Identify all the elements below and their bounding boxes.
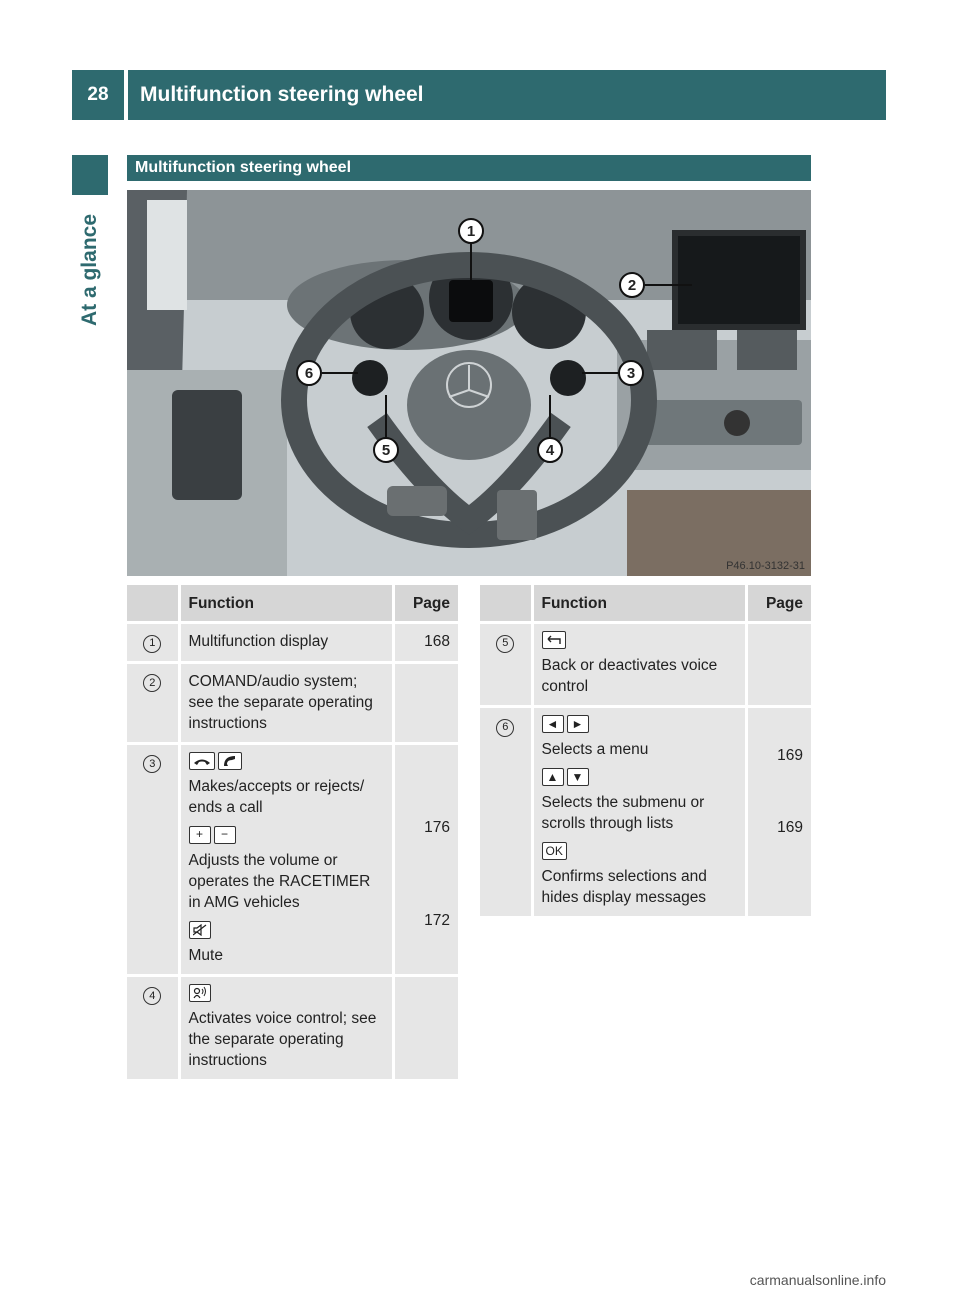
page-header: Page [746,585,811,623]
page-header-title: Multifunction steering wheel [128,70,886,120]
page-header: Page [393,585,458,623]
mute-icon [189,921,211,939]
page-ref: 168 [393,623,458,663]
page-ref [746,623,811,707]
callout-lines [127,190,811,576]
volume-down-key: − [214,826,236,844]
figure-code: P46.10-3132-31 [726,560,805,572]
row-number: 6 [496,719,514,737]
num-header [127,585,179,623]
table-row [127,623,458,663]
function-text: Mute [188,946,223,964]
page-ref: 176 [424,818,450,836]
row-number: 4 [143,987,161,1005]
function-text: Adjusts the volume or operates the RACETIMER in AMG vehicles [188,851,371,911]
function-text: Makes/accepts or rejects/ ends a call [188,777,365,816]
left-arrow-key: ◄ [542,715,564,733]
page-ref [393,975,458,1080]
table-row [127,975,458,1080]
right-arrow-key: ► [567,715,589,733]
row-number: 1 [143,635,161,653]
page-ref: 169 [777,819,803,836]
function-text: Multifunction display [179,623,393,663]
volume-up-key: + [189,826,211,844]
page-ref [393,662,458,743]
function-text: Back or deactivates voice control [541,657,718,695]
table-row [127,662,458,743]
row-number: 2 [143,674,161,692]
page-number: 28 [72,70,124,120]
function-header: Function [179,585,393,623]
page-ref: 172 [424,911,450,929]
down-arrow-key: ▼ [567,768,589,786]
phone-hangup-icon [189,752,215,770]
callout-6: 6 [296,360,322,386]
footer-watermark: carmanualsonline.info [749,1272,886,1288]
function-table-left [127,585,458,1082]
table-row [480,623,811,707]
num-header [480,585,532,623]
table-header-row [127,585,458,623]
function-header: Function [532,585,746,623]
callout-2: 2 [619,272,645,298]
side-tab-block [72,155,108,195]
function-table-right [480,585,811,919]
side-tab-label: At a glance [78,213,101,327]
section-title: Multifunction steering wheel [127,155,811,181]
function-text: Confirms selections and hides display messages [541,868,707,906]
page-ref: 169 [777,747,803,764]
callout-1: 1 [458,218,484,244]
table-row [127,743,458,975]
voice-control-icon [189,984,211,1002]
steering-wheel-figure [127,190,811,576]
table-header-row [480,585,811,623]
row-number: 3 [143,755,161,773]
callout-4: 4 [537,437,563,463]
row-number: 5 [496,635,514,653]
phone-accept-icon [218,752,242,770]
up-arrow-key: ▲ [542,768,564,786]
function-text: Activates voice control; see the separate operating instructions [188,1009,377,1069]
callout-5: 5 [373,437,399,463]
function-text: Selects the submenu or scrolls through lists [541,794,705,832]
ok-key: OK [542,842,567,860]
callout-3: 3 [618,360,644,386]
function-text: COMAND/audio system; see the separate operating instructions [179,662,393,743]
table-row [480,707,811,918]
function-text: Selects a menu [541,741,649,758]
back-icon [542,631,566,649]
side-tab [72,200,108,340]
